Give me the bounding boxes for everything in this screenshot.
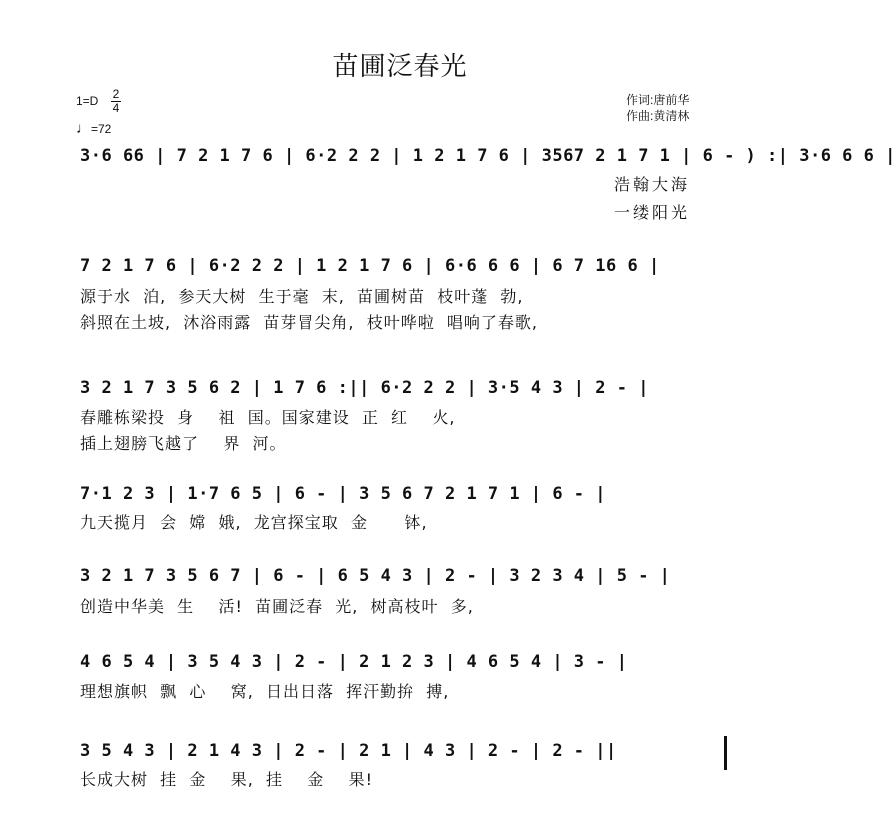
time-signature-bottom: 4 [112, 101, 120, 115]
quarter-note-icon: ♩ [76, 120, 91, 137]
notation-line-6: 4 6 5 4 | 3 5 4 3 | 2 - | 2 1 2 3 | 4 6 5 4 | 3 - | [80, 652, 628, 672]
notation-line-1: 3·6 66 | 7 2 1 7 6 | 6·2 2 2 | 1 2 1 7 6 | 3567 2 1 7 1 | 6 - ) :| 3·6 6 6 | [80, 146, 896, 166]
notation-line-4: 7·1 2 3 | 1·7 6 5 | 6 - | 3 5 6 7 2 1 7 1 | 6 - | [80, 484, 607, 504]
lyric-line-3-verse-2: 插上翅膀飞越了 界 河。 [80, 434, 287, 453]
tempo-value: =72 [91, 122, 112, 136]
lyricist-credit: 作词:唐前华 [626, 93, 690, 107]
time-signature [110, 88, 122, 115]
notation-line-3: 3 2 1 7 3 5 6 2 | 1 7 6 :|| 6·2 2 2 | 3·5 4 3 | 2 - | [80, 378, 649, 398]
lyric-line-2-verse-2: 斜照在土坡, 沐浴雨露 苗芽冒尖角, 枝叶哗啦 唱响了春歌, [80, 313, 538, 332]
notation-line-2: 7 2 1 7 6 | 6·2 2 2 | 1 2 1 7 6 | 6·6 6 6 | 6 7 16 6 | [80, 256, 660, 276]
lyric-line-7: 长成大树 挂 金 果, 挂 金 果! [80, 770, 374, 789]
final-barline [724, 736, 727, 770]
lyric-line-5: 创造中华美 生 活! 苗圃泛春 光, 树高枝叶 多, [80, 597, 474, 616]
notation-line-5: 3 2 1 7 3 5 6 7 | 6 - | 6 5 4 3 | 2 - | 3 2 3 4 | 5 - | [80, 566, 671, 586]
composer-credit: 作曲:黄清林 [626, 109, 690, 123]
time-signature-top: 2 [112, 87, 120, 101]
credits [626, 92, 689, 124]
key-signature: 1=D [76, 94, 99, 108]
lyric-line-4: 九天揽月 会 嫦 娥, 龙宫探宝取 金 钵, [80, 513, 428, 532]
song-title: 苗圃泛春光 [332, 52, 468, 82]
notation-line-7: 3 5 4 3 | 2 1 4 3 | 2 - | 2 1 | 4 3 | 2 - | 2 - || [80, 741, 617, 761]
pickup-lyric-verse-2: 一缕阳光 [614, 203, 691, 222]
lyric-line-3-verse-1: 春雕栋梁投 身 祖 国。国家建设 正 红 火, [80, 408, 456, 427]
tempo-marking [76, 120, 111, 137]
lyric-line-2-verse-1: 源于水 泊, 参天大树 生于毫 末, 苗圃树苗 枝叶蓬 勃, [80, 287, 524, 306]
pickup-lyric-verse-1: 浩翰大海 [614, 175, 691, 194]
lyric-line-6: 理想旗帜 飘 心 窝, 日出日落 挥汗勤拚 搏, [80, 682, 450, 701]
